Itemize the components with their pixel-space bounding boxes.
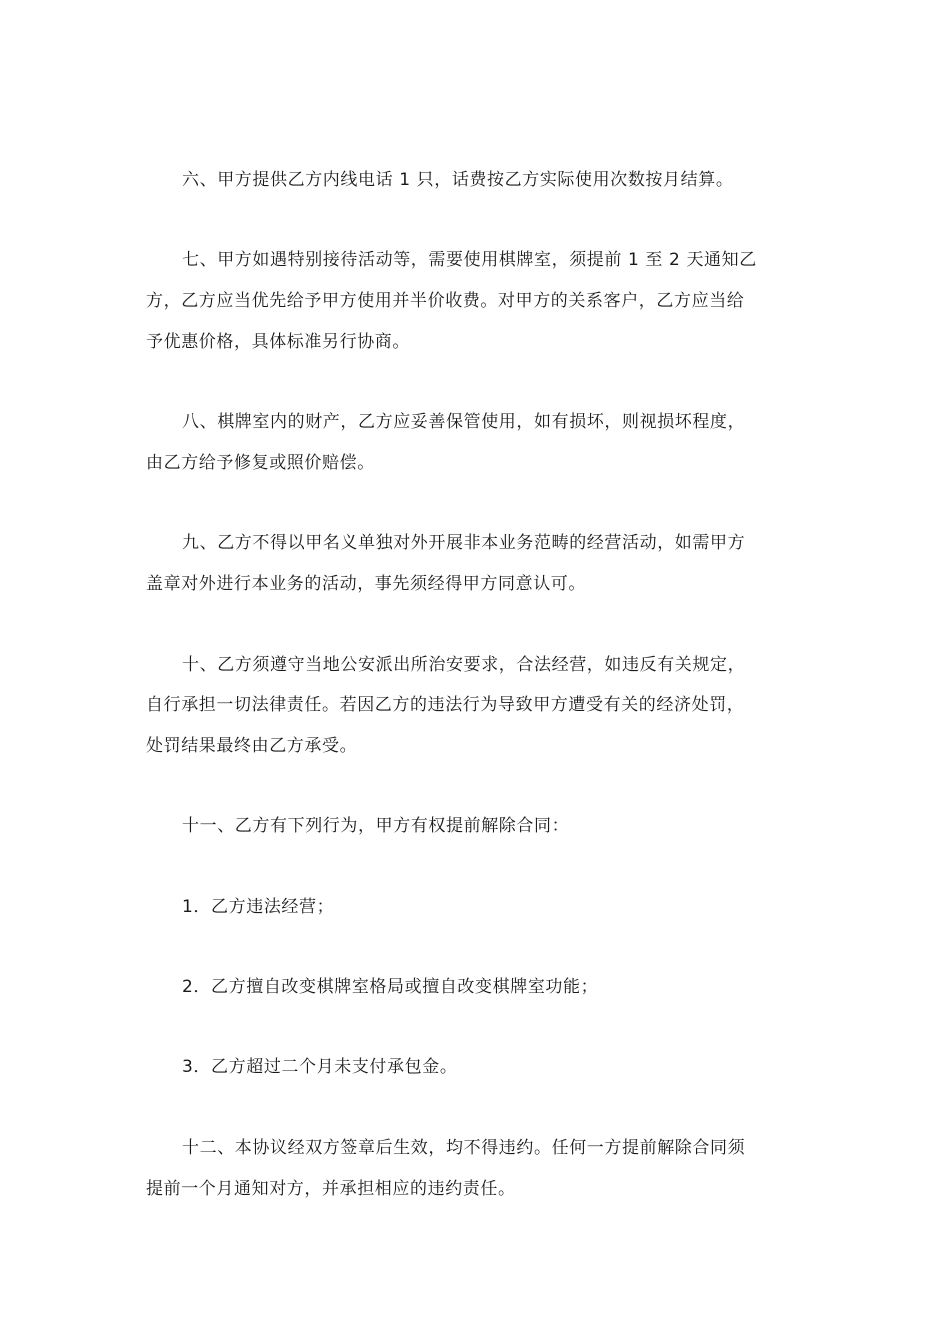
clause-7-line-1: 七、甲方如遇特别接待活动等，需要使用棋牌室，须提前 1 至 2 天通知乙 bbox=[182, 250, 757, 270]
clause-12-line-2: 提前一个月通知对方，并承担相应的违约责任。 bbox=[146, 1179, 516, 1199]
clause-12-line-1: 十二、本协议经双方签章后生效，均不得违约。任何一方提前解除合同须 bbox=[182, 1138, 746, 1158]
clause-8-line-2: 由乙方给予修复或照价赔偿。 bbox=[146, 453, 375, 473]
clause-9-line-1: 九、乙方不得以甲名义单独对外开展非本业务范畴的经营活动，如需甲方 bbox=[182, 533, 746, 553]
clause-9-line-2: 盖章对外进行本业务的活动，事先须经得甲方同意认可。 bbox=[146, 574, 586, 594]
clause-6-line-1: 六、甲方提供乙方内线电话 1 只，话费按乙方实际使用次数按月结算。 bbox=[182, 170, 734, 190]
list-item-3: 3．乙方超过二个月未支付承包金。 bbox=[182, 1057, 458, 1077]
list-item-1: 1．乙方违法经营； bbox=[182, 897, 335, 917]
list-item-2: 2．乙方擅自改变棋牌室格局或擅自改变棋牌室功能； bbox=[182, 977, 599, 997]
clause-7-line-3: 予优惠价格，具体标准另行协商。 bbox=[146, 332, 410, 352]
clause-8-line-1: 八、棋牌室内的财产，乙方应妥善保管使用，如有损坏，则视损坏程度， bbox=[182, 412, 746, 432]
clause-7-line-2: 方，乙方应当优先给予甲方使用并半价收费。对甲方的关系客户，乙方应当给 bbox=[146, 291, 745, 311]
clause-11-line-1: 十一、乙方有下列行为，甲方有权提前解除合同： bbox=[182, 816, 570, 836]
clause-10-line-2: 自行承担一切法律责任。若因乙方的违法行为导致甲方遭受有关的经济处罚， bbox=[146, 695, 745, 715]
clause-10-line-1: 十、乙方须遵守当地公安派出所治安要求，合法经营，如违反有关规定， bbox=[182, 655, 746, 675]
clause-10-line-3: 处罚结果最终由乙方承受。 bbox=[146, 736, 358, 756]
